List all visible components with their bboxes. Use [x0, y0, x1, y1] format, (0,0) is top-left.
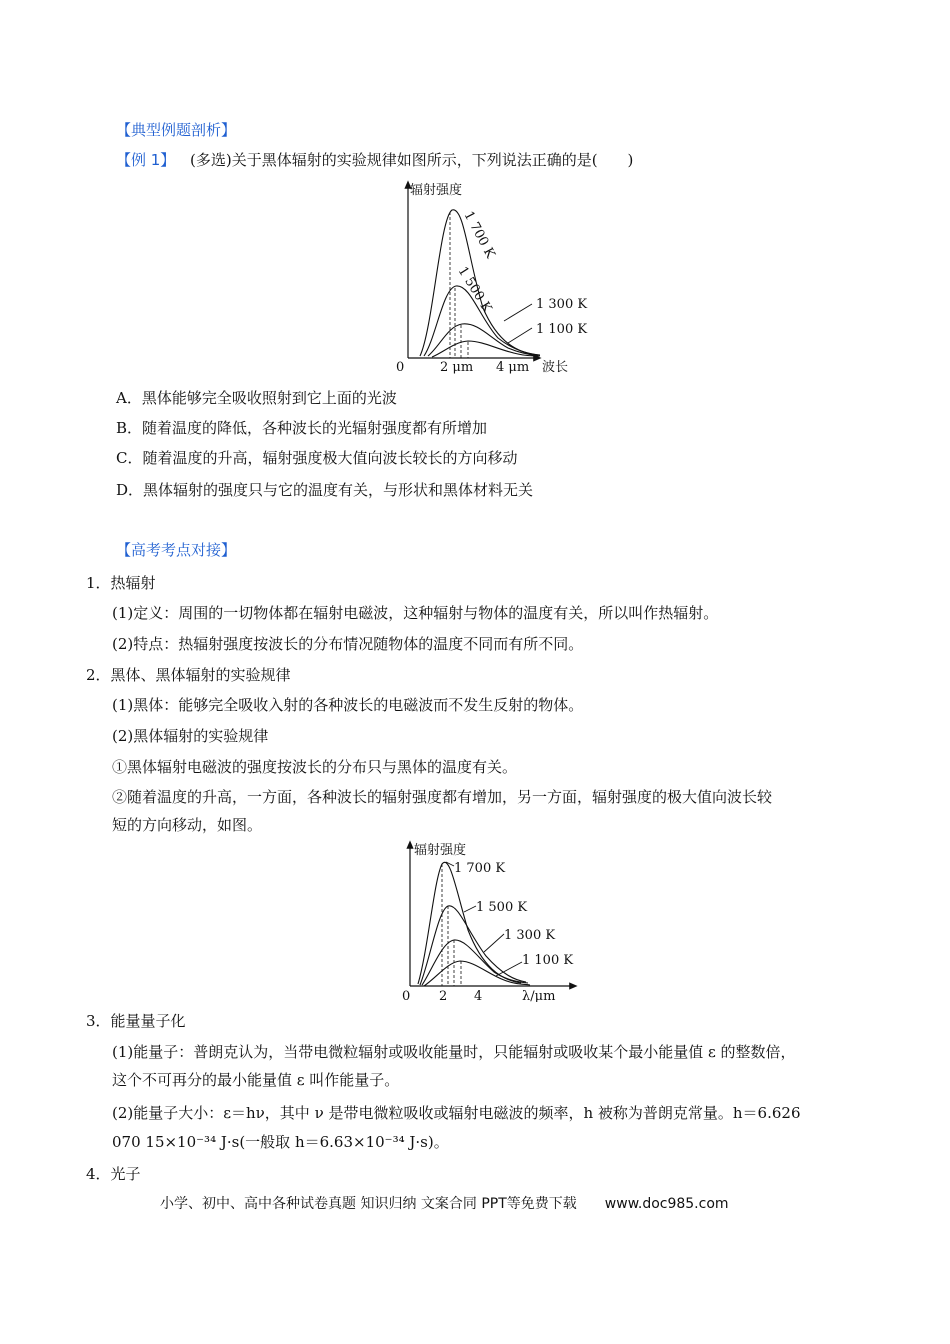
leader-1500k: [464, 906, 476, 912]
example-section-heading: 【典型例题剖析】: [116, 121, 237, 139]
knowledge-line: 这个不可再分的最小能量值 ε 叫作能量子。: [112, 1071, 400, 1089]
knowledge-line: (1)能量子：普朗克认为，当带电微粒辐射或吸收能量时，只能辐射或吸收某个最小能量值 ε 的整数倍，: [112, 1043, 796, 1061]
series-label-1500k: 1 500 K: [476, 900, 528, 915]
y-axis-label: 辐射强度: [410, 183, 463, 198]
origin-label: 0: [396, 360, 405, 374]
option-b: B．随着温度的降低，各种波长的光辐射强度都有所增加: [116, 419, 488, 437]
knowledge-section-heading: 【高考考点对接】: [116, 541, 237, 559]
leader-1100k: [508, 328, 532, 343]
series-label-1700k: 1 700 K: [454, 861, 506, 876]
x-axis-label: 波长: [542, 360, 569, 374]
x-tick-label: 4: [474, 989, 483, 1002]
footer-text: 小学、初中、高中各种试卷真题 知识归纳 文案合同 PPT等免费下载: [160, 1196, 577, 1212]
knowledge-line: 3．能量量子化: [86, 1012, 186, 1030]
knowledge-line: (1)黑体：能够完全吸收入射的各种波长的电磁波而不发生反射的物体。: [112, 696, 584, 714]
peak-lines: [442, 864, 461, 986]
x-tick-label: 2 μm: [440, 360, 474, 374]
knowledge-line: (2)特点：热辐射强度按波长的分布情况随物体的温度不同而有所不同。: [112, 635, 584, 653]
leader-1300k: [504, 304, 532, 321]
knowledge-line: 4．光子: [86, 1165, 141, 1183]
option-a: A．黑体能够完全吸收照射到它上面的光波: [116, 389, 397, 407]
series-label-1100k: 1 100 K: [536, 322, 588, 337]
knowledge-line: 短的方向移动，如图。: [112, 816, 263, 834]
series-label-1100k: 1 100 K: [522, 953, 574, 968]
knowledge-line: (2)黑体辐射的实验规律: [112, 727, 269, 745]
example-label: 【例 1】: [116, 151, 176, 169]
knowledge-line: 070 15×10⁻³⁴ J·s(一般取 h＝6.63×10⁻³⁴ J·s)。: [112, 1133, 449, 1151]
leader-1300k: [484, 934, 504, 952]
series-label-1300k: 1 300 K: [504, 928, 556, 943]
origin-label: 0: [402, 989, 411, 1002]
knowledge-line: 1．热辐射: [86, 574, 156, 592]
curve-1700k: [418, 862, 521, 984]
x-tick-label: 4 μm: [496, 360, 530, 374]
footer-url[interactable]: www.doc985.com: [604, 1196, 729, 1212]
series-label-1300k: 1 300 K: [536, 297, 588, 312]
x-axis-label: λ/μm: [522, 989, 556, 1002]
curve-1100k: [432, 341, 540, 357]
example-question: (多选)关于黑体辐射的实验规律如图所示，下列说法正确的是( ): [190, 151, 634, 169]
series-label-1700k: 1 700 K: [460, 208, 498, 261]
blackbody-chart-2: [396, 840, 582, 1002]
knowledge-line: ①黑体辐射电磁波的强度按波长的分布只与黑体的温度有关。: [112, 758, 518, 776]
option-c: C．随着温度的升高，辐射强度极大值向波长较长的方向移动: [116, 449, 518, 467]
knowledge-line: 2．黑体、黑体辐射的实验规律: [86, 666, 291, 684]
x-tick-label: 2: [439, 989, 448, 1002]
curve-1100k: [424, 961, 530, 986]
curves: [418, 862, 530, 986]
knowledge-line: ②随着温度的升高，一方面，各种波长的辐射强度都有增加，另一方面，辐射强度的极大值向波长较: [112, 788, 773, 806]
blackbody-chart-1: [388, 178, 588, 374]
knowledge-line: (1)定义：周围的一切物体都在辐射电磁波，这种辐射与物体的温度有关，所以叫作热辐射。: [112, 604, 719, 622]
y-axis-label: 辐射强度: [414, 843, 467, 858]
knowledge-line: (2)能量子大小：ε＝hν，其中 ν 是带电微粒吸收或辐射电磁波的频率，h 被称为普朗克常量。h＝6.626: [112, 1104, 801, 1122]
series-label-1500k: 1 500 K: [454, 264, 495, 316]
curve-1500k: [420, 906, 526, 985]
page-footer: [160, 1193, 729, 1213]
option-d: D．黑体辐射的强度只与它的温度有关，与形状和黑体材料无关: [116, 481, 534, 499]
